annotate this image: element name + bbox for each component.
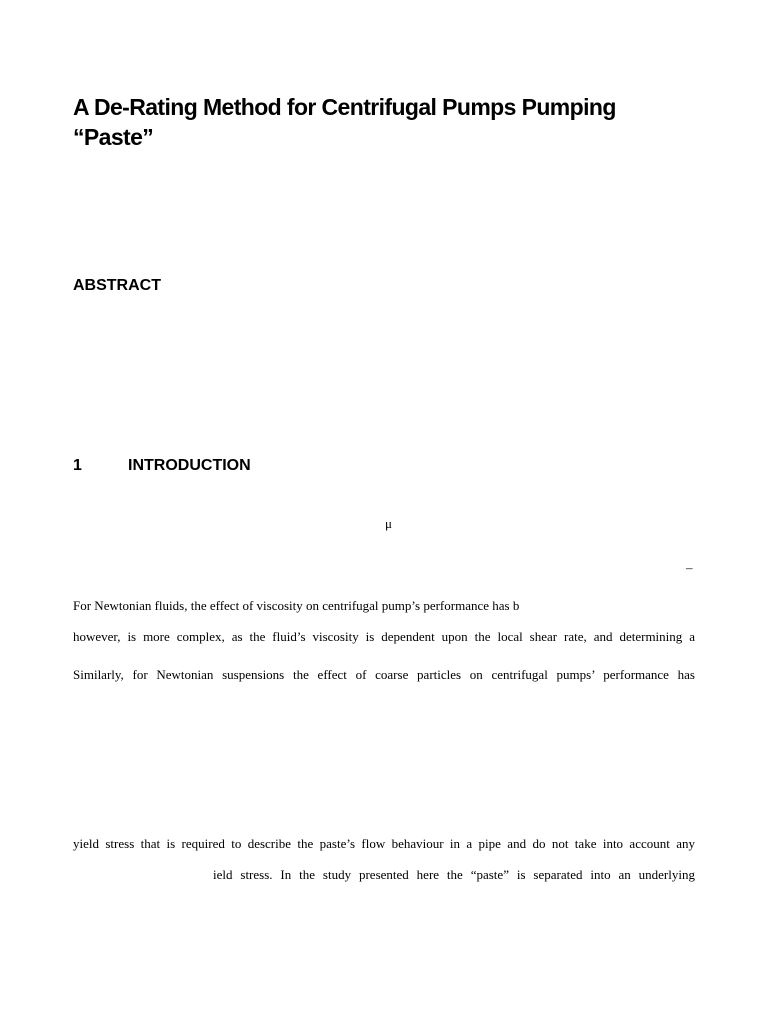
section-number: 1: [73, 457, 82, 474]
body-line-2: however, is more complex, as the fluid’s viscosity is dependent upon the local shear rate, and determining a: [73, 629, 695, 644]
body-line-1: For Newtonian fluids, the effect of viscosity on centrifugal pump’s performance has b: [73, 598, 520, 613]
title-line-2: “Paste”: [73, 124, 154, 150]
title-line-1: A De-Rating Method for Centrifugal Pumps Pumping: [73, 94, 616, 120]
body-line-5: ield stress. In the study presented here the “paste” is separated into an underlying: [213, 867, 695, 882]
document-title: [73, 92, 713, 152]
mu-symbol: μ: [385, 516, 392, 531]
body-line-4: yield stress that is required to describe the paste’s flow behaviour in a pipe and do not take into account any: [73, 836, 695, 851]
section-heading-introduction: INTRODUCTION: [128, 457, 251, 474]
dash-fragment: –: [686, 560, 693, 575]
abstract-heading: ABSTRACT: [73, 277, 161, 294]
body-line-3: Similarly, for Newtonian suspensions the effect of coarse particles on centrifugal pumps’ performance has: [73, 667, 695, 682]
